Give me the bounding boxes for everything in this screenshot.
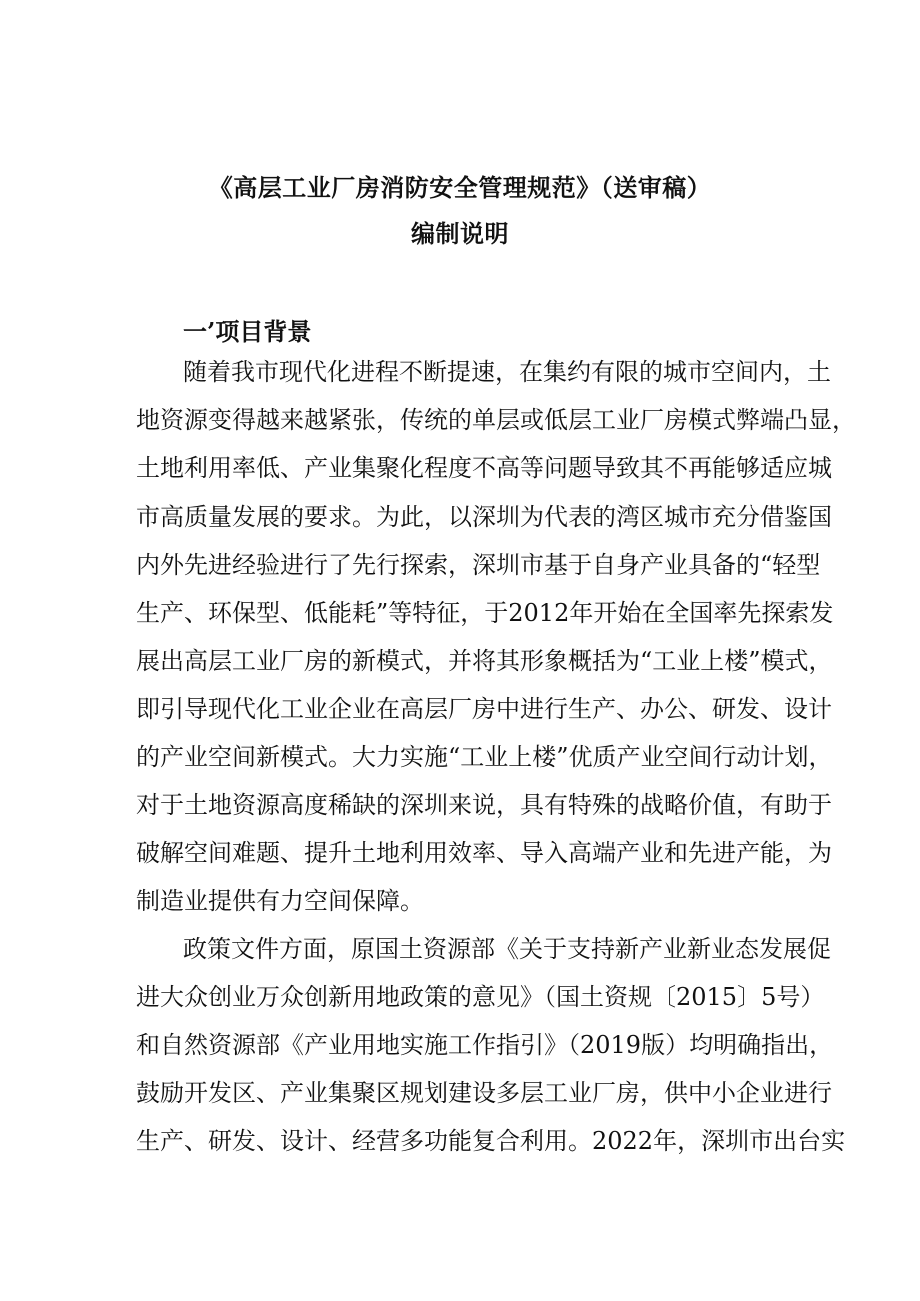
paragraph-2-line: 政策文件方面，原国土资源部《关于支持新产业新业态发展促 [183, 935, 831, 963]
paragraph-2-line: 和自然资源部《产业用地实施工作指引》（2019版）均明确指出， [136, 1031, 834, 1059]
paragraph-1-line: 地资源变得越来越紧张，传统的单层或低层工业厂房模式弊端凸显， [136, 406, 856, 434]
paragraph-1-line: 展出高层工业厂房的新模式，并将其形象概括为“工业上楼”模式， [136, 647, 833, 675]
paragraph-1-line: 土地利用率低、产业集聚化程度不高等问题导致其不再能够适应城 [136, 454, 832, 482]
paragraph-2-line: 鼓励开发区、产业集聚区规划建设多层工业厂房，供中小企业进行 [136, 1079, 832, 1107]
paragraph-1-line: 即引导现代化工业企业在高层厂房中进行生产、办公、研发、设计 [136, 695, 832, 723]
section-heading: 一’项目背景 [183, 317, 312, 346]
paragraph-1-line: 市高质量发展的要求。为此，以深圳为代表的湾区城市充分借鉴国 [136, 503, 832, 531]
paragraph-1-line: 破解空间难题、提升土地利用效率、导入高端产业和先进产能，为 [136, 839, 832, 867]
document-title: 《高层工业厂房消防安全管理规范》（送审稿） [208, 173, 712, 202]
document-subtitle: 编制说明 [411, 219, 509, 248]
paragraph-2-line: 进大众创业万众创新用地政策的意见》（国土资规〔2015〕5号） [136, 983, 825, 1011]
paragraph-1-line: 随着我市现代化进程不断提速，在集约有限的城市空间内，土 [183, 358, 831, 386]
paragraph-1-line: 对于土地资源高度稀缺的深圳来说，具有特殊的战略价值，有助于 [136, 791, 832, 819]
paragraph-1-line: 制造业提供有力空间保障。 [136, 887, 424, 915]
paragraph-1-line: 生产、环保型、低能耗”等特征，于2012年开始在全国率先探索发 [136, 599, 834, 627]
paragraph-1-line: 的产业空间新模式。大力实施“工业上楼”优质产业空间行动计划， [136, 743, 833, 771]
paragraph-1-line: 内外先进经验进行了先行探索，深圳市基于自身产业具备的“轻型 [136, 551, 821, 579]
paragraph-2-line: 生产、研发、设计、经营多功能复合利用。2022年，深圳市出台实 [136, 1127, 846, 1155]
